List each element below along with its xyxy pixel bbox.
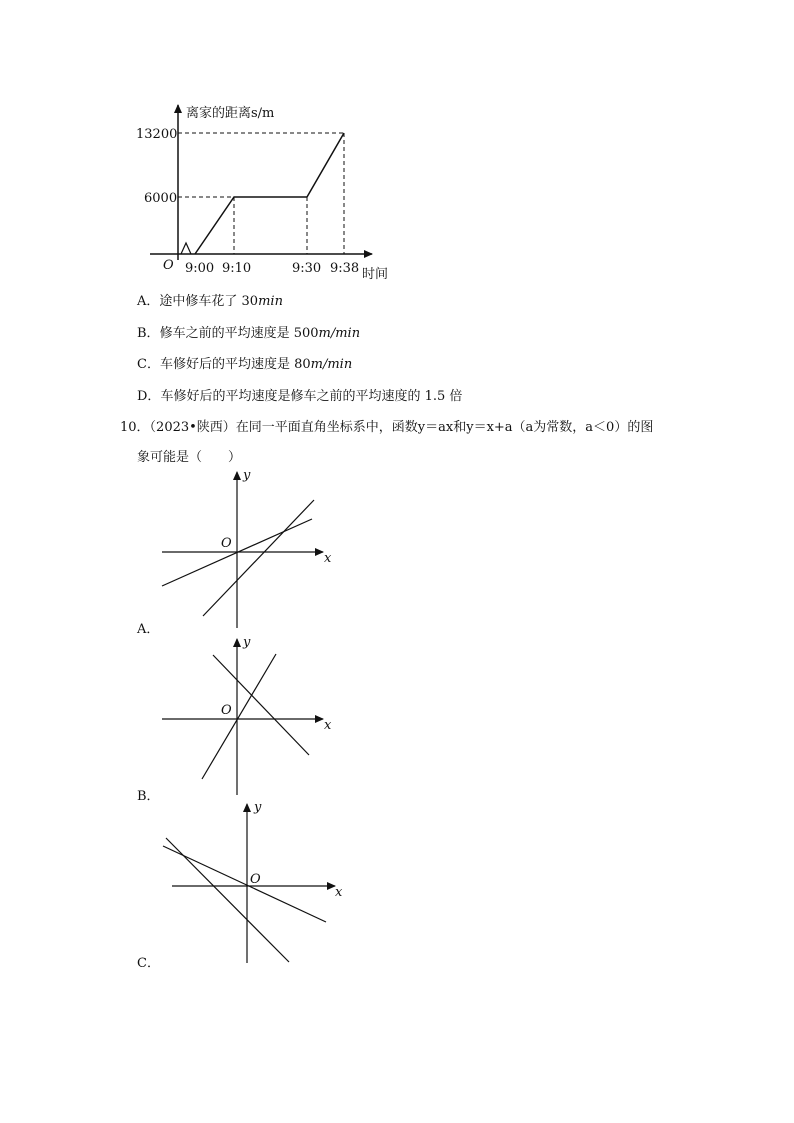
y-axis-label: 离家的距离s/m xyxy=(186,106,275,121)
y-tick-13200: 13200 xyxy=(136,127,178,142)
y-label: y xyxy=(254,800,262,815)
q9-option-d: D．车修好后的平均速度是修车之前的平均速度的 1.5 倍 xyxy=(137,389,463,404)
graph-a xyxy=(150,466,350,632)
q10-stem-line2: 象可能是（ ） xyxy=(137,450,242,465)
graph-b xyxy=(150,633,350,799)
graph-c xyxy=(150,798,360,968)
line-2 xyxy=(203,500,314,616)
line-2 xyxy=(166,838,289,962)
origin-label: O xyxy=(163,258,174,273)
q10-stem-line1: 10．（2023•陕西）在同一平面直角坐标系中，函数y＝ax和y＝x+a（a为常数，a＜0）的图 xyxy=(120,420,654,435)
origin-label: O xyxy=(221,703,232,718)
q9-option-b: B．修车之前的平均速度是 500m/min xyxy=(137,326,361,341)
x-tick-938: 9:38 xyxy=(330,261,360,276)
y-label: y xyxy=(243,468,251,483)
x-tick-900: 9:00 xyxy=(185,261,215,276)
origin-label: O xyxy=(250,872,261,887)
q9-option-a: A．途中修车花了 30min xyxy=(137,294,283,309)
distance-time-graph xyxy=(130,95,410,285)
axis-break-mark xyxy=(181,243,191,254)
option-c-label: C． xyxy=(137,956,160,971)
x-label: x xyxy=(324,718,332,733)
x-tick-930: 9:30 xyxy=(292,261,322,276)
option-b-label: B． xyxy=(137,789,160,804)
y-label: y xyxy=(243,635,251,650)
x-tick-910: 9:10 xyxy=(222,261,252,276)
guide-lines xyxy=(178,133,344,254)
line-1 xyxy=(202,654,276,779)
x-label: x xyxy=(335,885,343,900)
q9-option-c: C．车修好后的平均速度是 80m/min xyxy=(137,357,353,372)
x-axis-label: 时间 xyxy=(362,267,389,282)
x-label: x xyxy=(324,551,332,566)
y-tick-6000: 6000 xyxy=(144,191,178,206)
line-1 xyxy=(163,846,326,922)
option-a-label: A． xyxy=(137,622,160,637)
origin-label: O xyxy=(221,536,232,551)
distance-line xyxy=(195,133,344,254)
